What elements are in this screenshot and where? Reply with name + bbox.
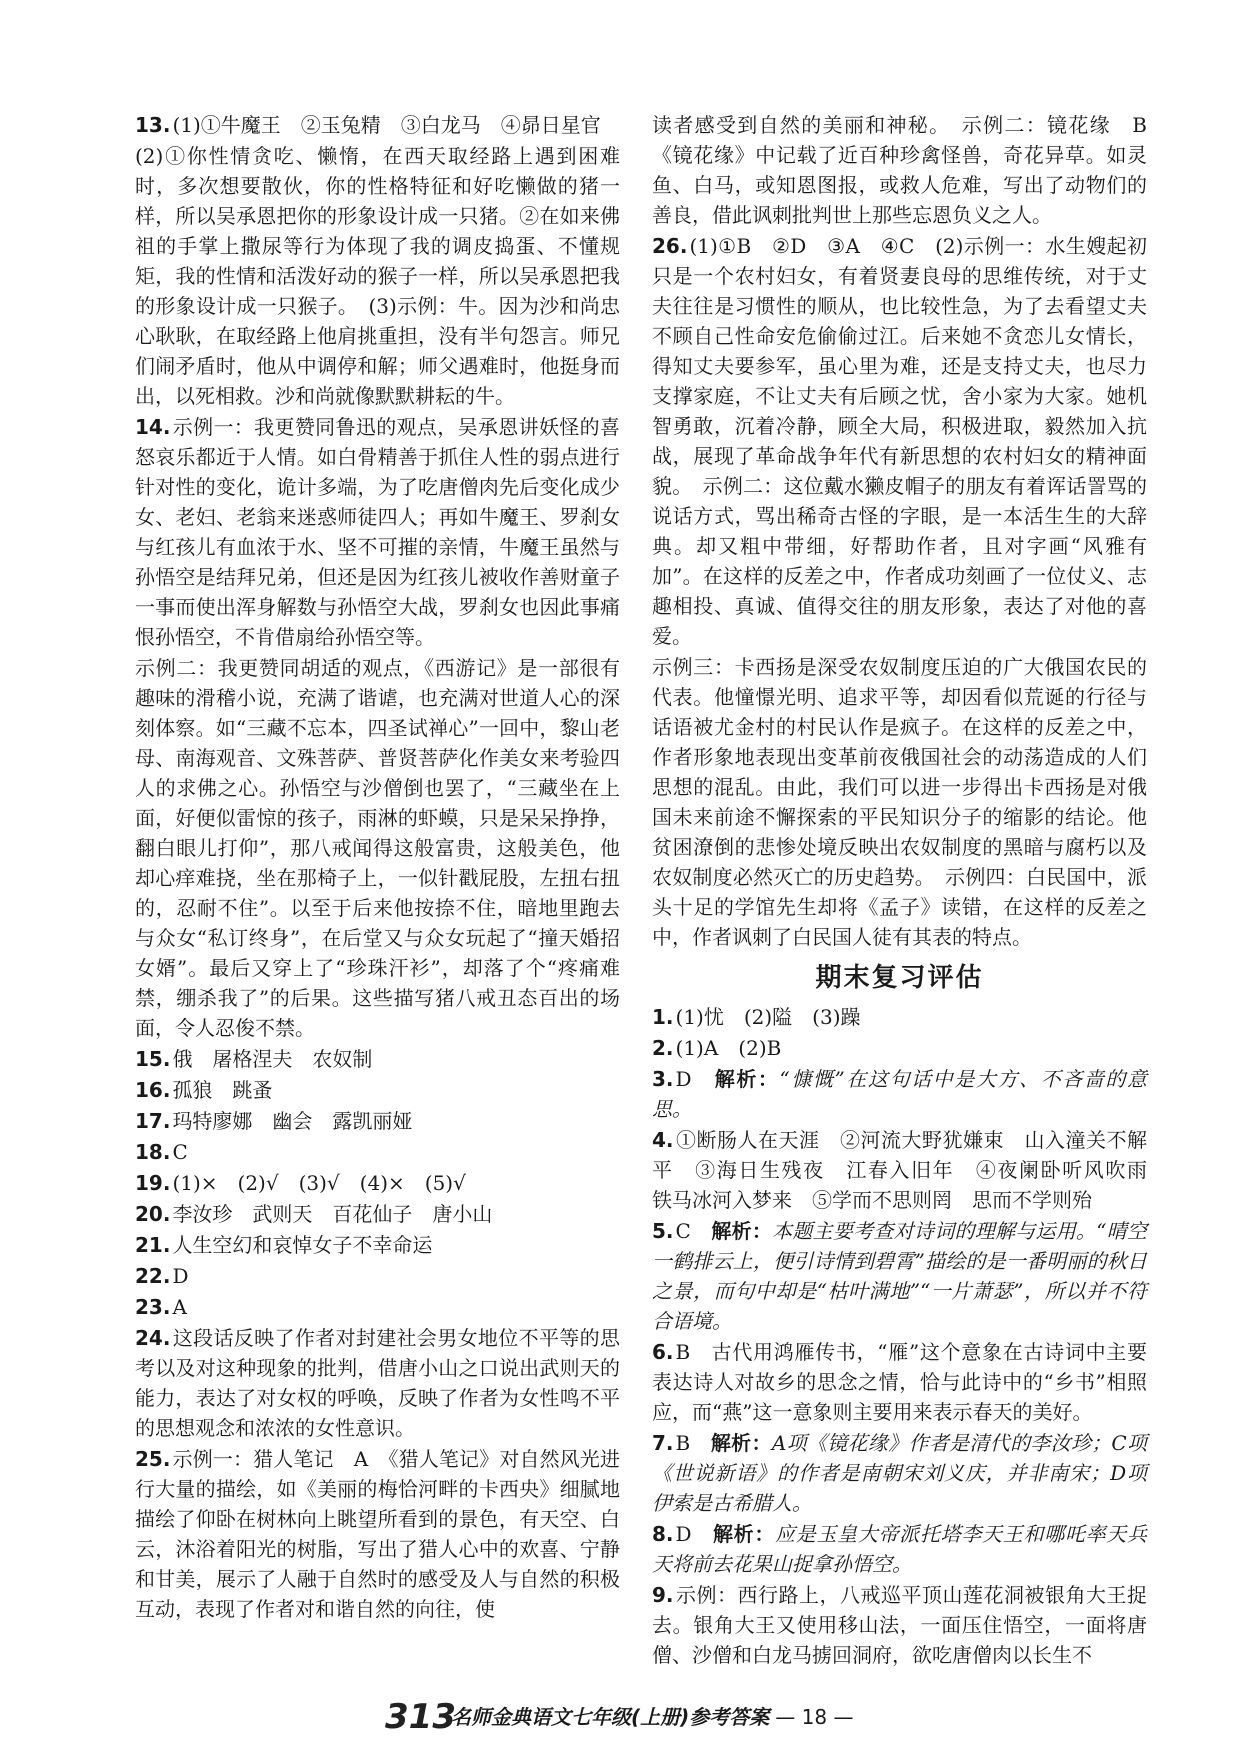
- analysis-text: A项《镜花缘》作者是清代的李汝珍；C项《世说新语》的作者是南朝宋刘义庆，并非南宋；D项伊索是古希腊人。: [652, 1431, 1148, 1515]
- item-number: 6.: [652, 1340, 674, 1364]
- answer-item: [135, 1075, 620, 1105]
- item-number: 4.: [652, 1128, 674, 1152]
- book-title: 名师金典语文七年级(上册)参考答案: [451, 1705, 770, 1729]
- answer-item: [135, 110, 620, 140]
- item-text: ①断肠人在天涯 ②河流大野犹嫌束 山入潼关不解平 ③海日生残夜 江春入旧年 ④夜阑卧听风吹雨 铁马冰河入梦来 ⑤学而不思则罔 思而不学则殆: [652, 1128, 1167, 1212]
- item-text: (2)①你性情贪吃、懒惰，在西天取经路上遇到困难时，多次想要散伙，你的性格特征和好吃懒做的猪一样，所以吴承恩把你的形象设计成一只猪。②在如来佛祖的手掌上撒尿等行为体现了我的调皮捣蛋、不懂规矩，我的性情和活泼好动的猴子一样，所以吴承恩把我的形象设计成一只猴子。 (3)示例：牛。因为沙和尚忠心耿耿，在取经路上他肩挑重担，没有半句怨言。师兄们闹矛盾时，他从中调停和解；师父遇难时，他挺身而出，以死相救。沙和尚就像默默耕耘的牛。: [135, 144, 620, 408]
- item-text: (1)忧 (2)隘 (3)躁: [675, 1005, 861, 1029]
- item-number: 3.: [652, 1067, 674, 1091]
- item-number: 22.: [135, 1264, 171, 1288]
- analysis-label: 解析：: [711, 1219, 773, 1243]
- answer-item: [652, 1002, 1147, 1032]
- item-text: 示例三：卡西扬是深受农奴制度压迫的广大俄国农民的代表。他憧憬光明、追求平等，却因看似荒诞的行径与话语被尤金村的村民认作是疯子。在这样的反差之中，作者形象地表现出变革前夜俄国社会的动荡造成的人们思想的混乱。由此，我们可以进一步得出卡西扬是对俄国未来前途不懈探索的平民知识分子的缩影的结论。他贫困潦倒的悲惨处境反映出农奴制度的黑暗与腐朽以及农奴制度必然灭亡的历史趋势。 示例四：白民国中，派头十足的学馆先生却将《孟子》读错，在这样的反差之中，作者讽刺了白民国人徒有其表的特点。: [652, 655, 1147, 949]
- item-text: (1)A (2)B: [675, 1036, 782, 1060]
- analysis-text: “慷慨”在这句话中是大方、不吝啬的意思。: [652, 1067, 1147, 1121]
- item-number: 19.: [135, 1171, 171, 1195]
- answer-item: [652, 1428, 1147, 1518]
- answer-item: [652, 1580, 1147, 1670]
- item-text: A: [172, 1295, 187, 1319]
- answer-item: [135, 1044, 620, 1074]
- analysis-text: 本题主要考查对诗词的理解与运用。“晴空一鹤排云上，便引诗情到碧霄”描绘的是一番明丽的秋日之景，而句中却是“枯叶满地”“一片萧瑟”，所以并不符合语境。: [652, 1219, 1147, 1333]
- answer-item: [135, 1137, 620, 1167]
- section-title: 期末复习评估: [815, 963, 984, 993]
- answer-item: [135, 1323, 620, 1443]
- item-text: D: [675, 1522, 713, 1546]
- answer-item: [652, 1216, 1147, 1336]
- item-text: B: [675, 1431, 711, 1455]
- right-column: [652, 110, 1167, 1671]
- item-text: 俄 屠格涅夫 农奴制: [172, 1047, 373, 1071]
- item-text: 孤狼 跳蚤: [172, 1078, 273, 1102]
- answer-item: [135, 1230, 620, 1260]
- item-text: 示例：西行路上，八戒巡平顶山莲花洞被银角大王捉去。银角大王又使用移山法，一面压住悟空，一面将唐僧、沙僧和白龙马掳回洞府，欲吃唐僧肉以长生不: [652, 1583, 1147, 1667]
- answer-item: [135, 141, 620, 411]
- answer-item: [135, 1199, 620, 1229]
- answer-item: [135, 653, 620, 1043]
- item-text: 示例一：我更赞同鲁迅的观点，吴承恩讲妖怪的喜怒哀乐都近于人情。如白骨精善于抓住人性的弱点进行针对性的变化，诡计多端，为了吃唐僧肉先后变化成少女、老妇、老翁来迷惑师徒四人；再如牛魔王、罗刹女与红孩儿有血浓于水、坚不可摧的亲情，牛魔王虽然与孙悟空是结拜兄弟，但还是因为红孩儿被收作善财童子一事而使出浑身解数与孙悟空大战，罗刹女也因此事痛恨孙悟空，不肯借扇给孙悟空等。: [135, 415, 620, 649]
- item-text: (1)× (2)√ (3)√ (4)× (5)√: [172, 1171, 466, 1195]
- item-text: C: [172, 1140, 188, 1164]
- answer-item: [652, 1033, 1147, 1063]
- answer-item: [135, 1106, 620, 1136]
- item-number: 5.: [652, 1219, 674, 1243]
- item-number: 14.: [135, 415, 171, 439]
- item-text: 人生空幻和哀悼女子不幸命运: [172, 1233, 433, 1257]
- item-text: (1)①B ②D ③A ④C (2)示例一：水生嫂起初只是一个农村妇女，有着贤妻良母的思维传统，对于丈夫往往是习惯性的顺从，也比较性急，为了去看望丈夫不顾自己性命安危偷偷过江。后来她不贪恋儿女情长，得知丈夫要参军，虽心里为难，还是支持丈夫，也尽力支撑家庭，不让丈夫有后顾之忧，舍小家为大家。她机智勇敢，沉着冷静，顾全大局，积极进取，毅然加入抗战，展现了革命战争年代有新思想的农村妇女的精神面貌。 示例二：这位戴水獭皮帽子的朋友有着诨话詈骂的说话方式，骂出稀奇古怪的字眼，是一本活生生的大辞典。却又粗中带细，好帮助作者，且对字画“风雅有加”。在这样的反差之中，作者成功刻画了一位仗义、志趣相投、真诚、值得交往的朋友形象，表达了对他的喜爱。: [652, 234, 1147, 648]
- item-number: 26.: [652, 234, 688, 258]
- item-number: 15.: [135, 1047, 171, 1071]
- publisher-logo: 313: [385, 1697, 456, 1737]
- item-number: 23.: [135, 1295, 171, 1319]
- item-number: 21.: [135, 1233, 171, 1257]
- analysis-text: 应是玉皇大帝派托塔李天王和哪吒率天兵天将前去花果山捉拿孙悟空。: [652, 1522, 1148, 1576]
- footer-title: [451, 1697, 853, 1737]
- item-text: B 古代用鸿雁传书，“雁”这个意象在古诗词中主要表达诗人对故乡的思念之情，恰与此诗中的“乡书”相照应，而“燕”这一意象则主要用来表示春天的美好。: [652, 1340, 1147, 1424]
- page-number: — 18 —: [775, 1705, 854, 1729]
- answer-item: [135, 1168, 620, 1198]
- item-text: 玛特廖娜 幽会 露凯丽娅: [172, 1109, 413, 1133]
- item-number: 16.: [135, 1078, 171, 1102]
- item-text: 这段话反映了作者对封建社会男女地位不平等的思考以及对这种现象的批判，借唐小山之口说出武则天的能力，表达了对女权的呼唤，反映了作者为女性鸣不平的思想观念和浓浓的女性意识。: [135, 1326, 620, 1440]
- item-number: 24.: [135, 1326, 171, 1350]
- answer-item: [135, 412, 620, 652]
- item-text: C: [675, 1219, 712, 1243]
- answer-item: [652, 1125, 1167, 1215]
- item-text: D: [675, 1067, 715, 1091]
- analysis-label: 解析：: [710, 1431, 772, 1455]
- page-footer: [385, 1697, 905, 1737]
- item-number: 20.: [135, 1202, 171, 1226]
- answer-item: [135, 1292, 620, 1322]
- item-number: 7.: [652, 1431, 674, 1455]
- answer-item: [652, 1064, 1147, 1124]
- item-text: (1)①牛魔王 ②玉兔精 ③白龙马 ④昴日星官: [172, 113, 601, 137]
- answer-item: [135, 1444, 620, 1624]
- item-number: 2.: [652, 1036, 674, 1060]
- analysis-label: 解析：: [712, 1522, 776, 1546]
- item-number: 13.: [135, 113, 171, 137]
- item-number: 18.: [135, 1140, 171, 1164]
- answer-item: [652, 231, 1147, 651]
- item-text: 示例一：猎人笔记 A 《猎人笔记》对自然风光进行大量的描绘，如《美丽的梅恰河畔的卡西央》细腻地描绘了仰卧在树林向上眺望所看到的景色，有天空、白云，沐浴着阳光的树脂，写出了猎人心中的欢喜、宁静和甘美，展示了人融于自然时的感受及人与自然的积极互动，表现了作者对和谐自然的向往，使: [135, 1447, 620, 1621]
- item-text: 李汝珍 武则天 百花仙子 唐小山: [172, 1202, 493, 1226]
- item-number: 17.: [135, 1109, 171, 1133]
- answer-item: [652, 1337, 1147, 1427]
- item-number: 25.: [135, 1447, 171, 1471]
- item-number: 1.: [652, 1005, 674, 1029]
- continued-text: 读者感受到自然的美丽和神秘。 示例二：镜花缘 B 《镜花缘》中记载了近百种珍禽怪兽，奇花异草。如灵鱼、白马，或知恩图报，或救人危难，写出了动物们的善良，借此讽刺批判世上那些忘恩负义之人。: [652, 113, 1167, 227]
- item-number: 8.: [652, 1522, 674, 1546]
- answer-item: [652, 1519, 1147, 1579]
- item-number: 9.: [652, 1583, 674, 1607]
- left-column: [135, 110, 620, 1625]
- answer-item: [135, 1261, 620, 1291]
- answer-item: [652, 652, 1147, 952]
- item-text: 示例二：我更赞同胡适的观点，《西游记》是一部很有趣味的滑稽小说，充满了谐谑，也充满对世道人心的深刻体察。如“三藏不忘本，四圣试禅心”一回中，黎山老母、南海观音、文殊菩萨、普贤菩萨化作美女来考验四人的求佛之心。孙悟空与沙僧倒也罢了，“三藏坐在上面，好便似雷惊的孩子，雨淋的虾蟆，只是呆呆挣挣，翻白眼儿打仰”，那八戒闻得这般富贵，这般美色，他却心痒难挠，坐在那椅子上，一似针戳屁股，左扭右扭的，忍耐不住”。以至于后来他按捺不住，暗地里跑去与众女“私订终身”，在后堂又与众女玩起了“撞天婚招女婿”。最后又穿上了“珍珠汗衫”，却落了个“疼痛难禁，绷杀我了”的后果。这些描写猪八戒丑态百出的场面，令人忍俊不禁。: [135, 656, 620, 1040]
- item-text: D: [172, 1264, 189, 1288]
- analysis-label: 解析：: [714, 1067, 780, 1091]
